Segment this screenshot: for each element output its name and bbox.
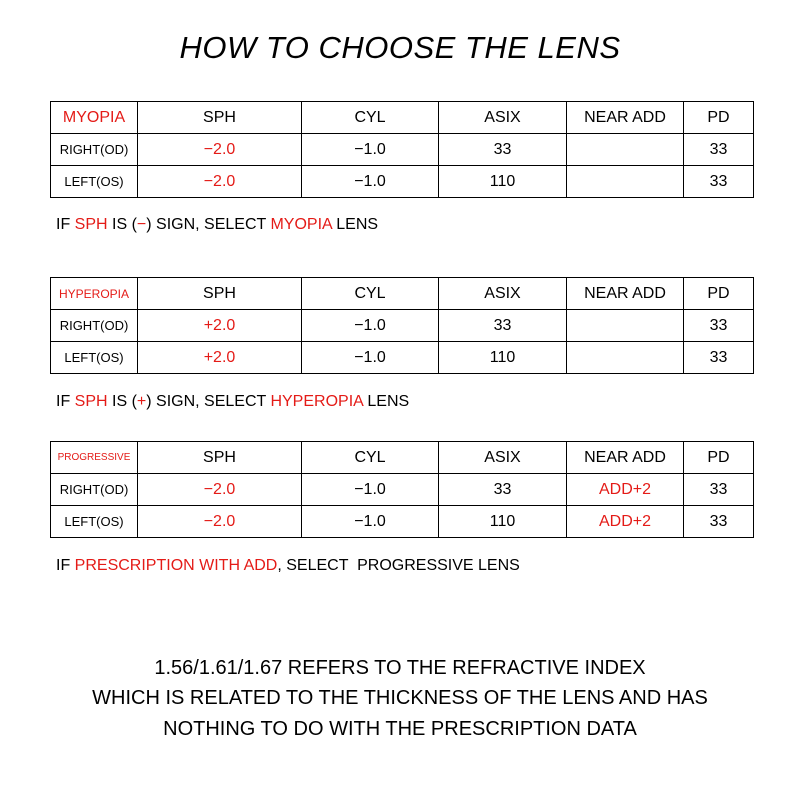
axis-header: ASIX [439,442,567,474]
row-label-left: LEFT(OS) [51,506,138,538]
sph-value: +2.0 [138,342,302,374]
row-label-right: RIGHT(OD) [51,134,138,166]
pd-value: 33 [684,506,754,538]
note-highlight: SPH [74,393,108,410]
axis-value: 110 [439,166,567,198]
myopia-note [56,216,378,234]
note-part: IF [56,393,75,410]
near-add-header: NEAR ADD [567,278,684,310]
page-title: HOW TO CHOOSE THE LENS [179,30,621,65]
sph-value: +2.0 [138,310,302,342]
row-label-right: RIGHT(OD) [51,310,138,342]
hyperopia-note [56,393,409,411]
near-add-value [567,342,684,374]
axis-value: 110 [439,506,567,538]
table-row [51,166,754,198]
cyl-value: −1.0 [302,474,439,506]
axis-value: 33 [439,134,567,166]
table-row [51,134,754,166]
cyl-value: −1.0 [302,342,439,374]
note-part: ) SIGN, SELECT [146,393,271,410]
note-highlight: MYOPIA [270,216,332,233]
pd-header: PD [684,442,754,474]
pd-header: PD [684,102,754,134]
progressive-type-label: PROGRESSIVE [51,442,138,474]
near-add-value: ADD+2 [567,474,684,506]
note-part: LENS [331,216,379,233]
axis-value: 33 [439,474,567,506]
cyl-header: CYL [302,442,439,474]
cyl-value: −1.0 [302,166,439,198]
pd-value: 33 [684,342,754,374]
table-row [51,310,754,342]
row-label-right: RIGHT(OD) [51,474,138,506]
myopia-type-label: MYOPIA [51,102,138,134]
note-part: IS ( [107,393,137,410]
hyperopia-prescription-table [50,277,754,374]
near-add-value: ADD+2 [567,506,684,538]
near-add-value [567,134,684,166]
table-row [51,506,754,538]
table-row [51,342,754,374]
note-part: LENS [362,393,410,410]
pd-value: 33 [684,310,754,342]
sph-value: −2.0 [138,474,302,506]
note-highlight: − [136,216,147,233]
cyl-value: −1.0 [302,310,439,342]
note-part: ) SIGN, SELECT [146,216,271,233]
table-header-row [51,278,754,310]
pd-value: 33 [684,474,754,506]
cyl-value: −1.0 [302,506,439,538]
note-part: , SELECT PROGRESSIVE LENS [277,557,520,574]
cyl-header: CYL [302,102,439,134]
footer-line: 1.56/1.61/1.67 REFERS TO THE REFRACTIVE INDEX [154,657,646,679]
axis-header: ASIX [439,102,567,134]
table-header-row [51,442,754,474]
note-part: IF [56,557,75,574]
row-label-left: LEFT(OS) [51,342,138,374]
sph-value: −2.0 [138,166,302,198]
pd-value: 33 [684,134,754,166]
sph-header: SPH [138,442,302,474]
pd-value: 33 [684,166,754,198]
footer-line: NOTHING TO DO WITH THE PRESCRIPTION DATA [163,718,637,740]
axis-header: ASIX [439,278,567,310]
progressive-note [56,557,520,575]
note-highlight: + [136,393,147,410]
sph-value: −2.0 [138,134,302,166]
note-highlight: SPH [74,216,108,233]
progressive-prescription-table [50,441,754,538]
near-add-value [567,310,684,342]
sph-value: −2.0 [138,506,302,538]
table-header-row [51,102,754,134]
note-highlight: PRESCRIPTION WITH ADD [74,557,278,574]
near-add-header: NEAR ADD [567,102,684,134]
hyperopia-type-label: HYPEROPIA [51,278,138,310]
sph-header: SPH [138,102,302,134]
note-part: IS ( [107,216,137,233]
near-add-value [567,166,684,198]
cyl-value: −1.0 [302,134,439,166]
footer-line: WHICH IS RELATED TO THE THICKNESS OF THE LENS AND HAS [92,687,708,709]
pd-header: PD [684,278,754,310]
near-add-header: NEAR ADD [567,442,684,474]
axis-value: 110 [439,342,567,374]
table-row [51,474,754,506]
row-label-left: LEFT(OS) [51,166,138,198]
note-part: IF [56,216,75,233]
note-highlight: HYPEROPIA [270,393,363,410]
cyl-header: CYL [302,278,439,310]
axis-value: 33 [439,310,567,342]
sph-header: SPH [138,278,302,310]
myopia-prescription-table [50,101,754,198]
